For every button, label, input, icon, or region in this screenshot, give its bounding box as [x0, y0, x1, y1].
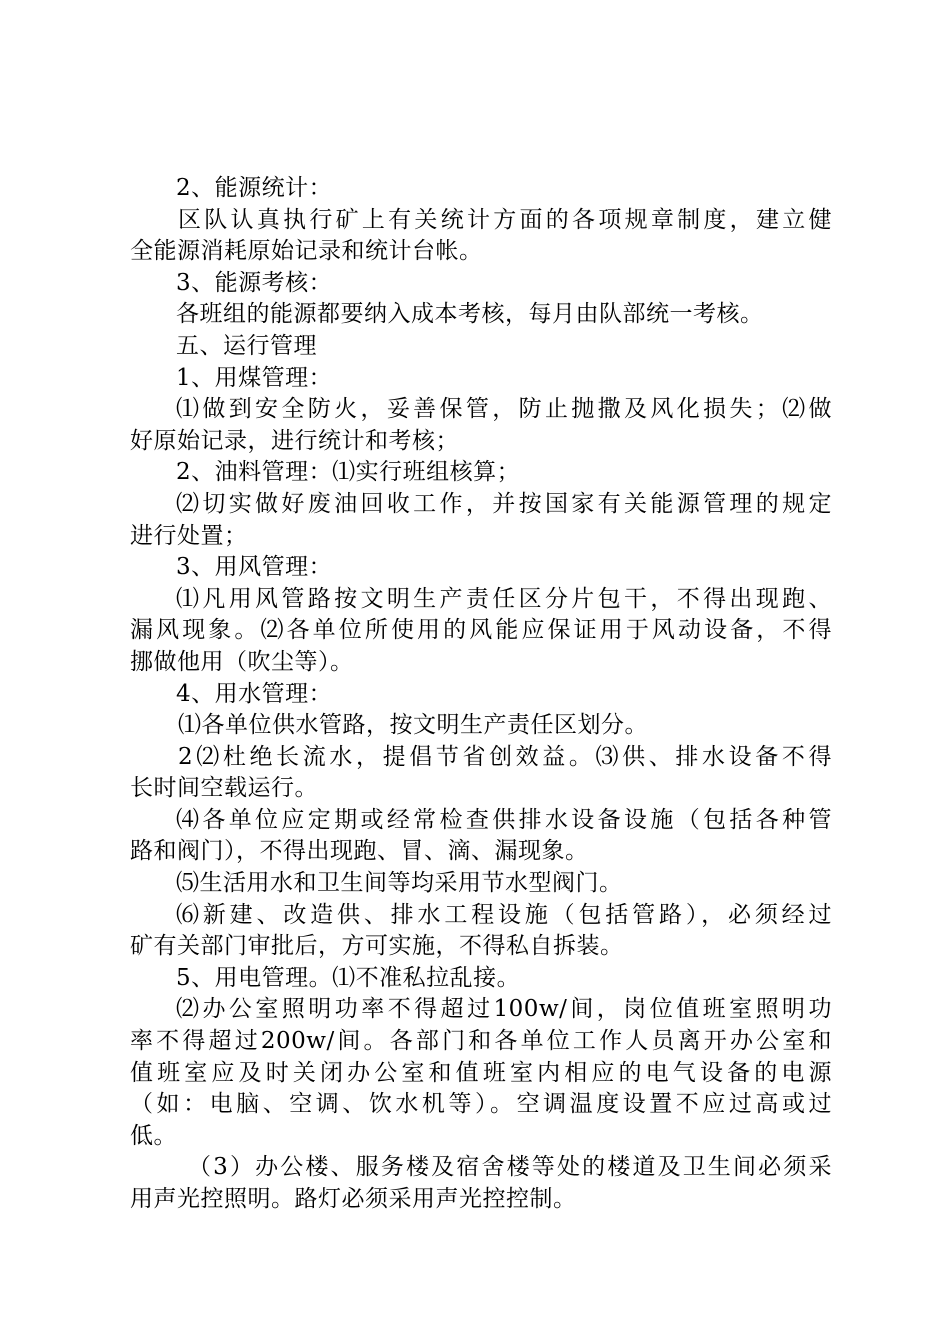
text-line: 矿有关部门审批后，方可实施，不得私自拆装。	[130, 933, 624, 960]
text-line: 3、用风管理：	[176, 554, 333, 581]
text-line: ⑷各单位应定期或经常检查供排水设备设施（包括各种管	[176, 806, 832, 833]
text-line: 五、运行管理	[176, 332, 317, 359]
text-line: 各班组的能源都要纳入成本考核，每月由队部统一考核。	[176, 301, 764, 328]
text-line: 2⑵杜绝长流水，提倡节省创效益。⑶供、排水设备不得	[178, 743, 832, 770]
text-line: ⑴各单位供水管路，按文明生产责任区划分。	[178, 712, 648, 739]
text-line: 低。	[130, 1122, 177, 1149]
text-line: 率不得超过200w/间。各部门和各单位工作人员离开办公室和	[130, 1028, 832, 1055]
text-line: ⑸生活用水和卫生间等均采用节水型阀门。	[176, 870, 623, 897]
text-line: ⑹新建、改造供、排水工程设施（包括管路），必须经过	[176, 901, 832, 928]
text-line: 区队认真执行矿上有关统计方面的各项规章制度，建立健	[178, 206, 832, 233]
text-line: 漏风现象。⑵各单位所使用的风能应保证用于风动设备，不得	[130, 617, 832, 644]
text-line: 全能源消耗原始记录和统计台帐。	[130, 238, 483, 265]
text-line: （如：电脑、空调、饮水机等）。空调温度设置不应过高或过	[130, 1091, 832, 1118]
text-line: 路和阀门），不得出现跑、冒、滴、漏现象。	[130, 838, 589, 865]
text-line: 3、能源考核：	[176, 269, 333, 296]
document-page	[130, 173, 832, 1216]
text-line: 4、用水管理：	[176, 680, 333, 707]
text-line: 2、能源统计：	[176, 175, 333, 201]
text-line: ⑵切实做好废油回收工作，并按国家有关能源管理的规定	[176, 490, 832, 517]
text-line: 1、用煤管理：	[176, 364, 333, 391]
text-line: 进行处置；	[130, 522, 248, 549]
text-line: 挪做他用（吹尘等）。	[130, 648, 354, 675]
text-line: 长时间空载运行。	[130, 775, 318, 802]
text-line: 用声光控照明。路灯必须采用声光控控制。	[130, 1186, 577, 1212]
text-line: ⑴凡用风管路按文明生产责任区分片包干，不得出现跑、	[176, 585, 832, 612]
text-line: 5、用电管理。⑴不准私拉乱接。	[176, 964, 521, 991]
text-line: 好原始记录，进行统计和考核；	[130, 427, 459, 454]
text-line: 值班室应及时关闭办公室和值班室内相应的电气设备的电源	[130, 1059, 832, 1086]
text-line: ⑵办公室照明功率不得超过100w/间，岗位值班室照明功	[176, 996, 832, 1023]
text-line: 2、油料管理：⑴实行班组核算；	[176, 459, 521, 486]
text-line: （3）办公楼、服务楼及宿舍楼等处的楼道及卫生间必须采	[188, 1154, 832, 1181]
text-line: ⑴做到安全防火，妥善保管，防止抛撒及风化损失；⑵做	[176, 396, 832, 423]
